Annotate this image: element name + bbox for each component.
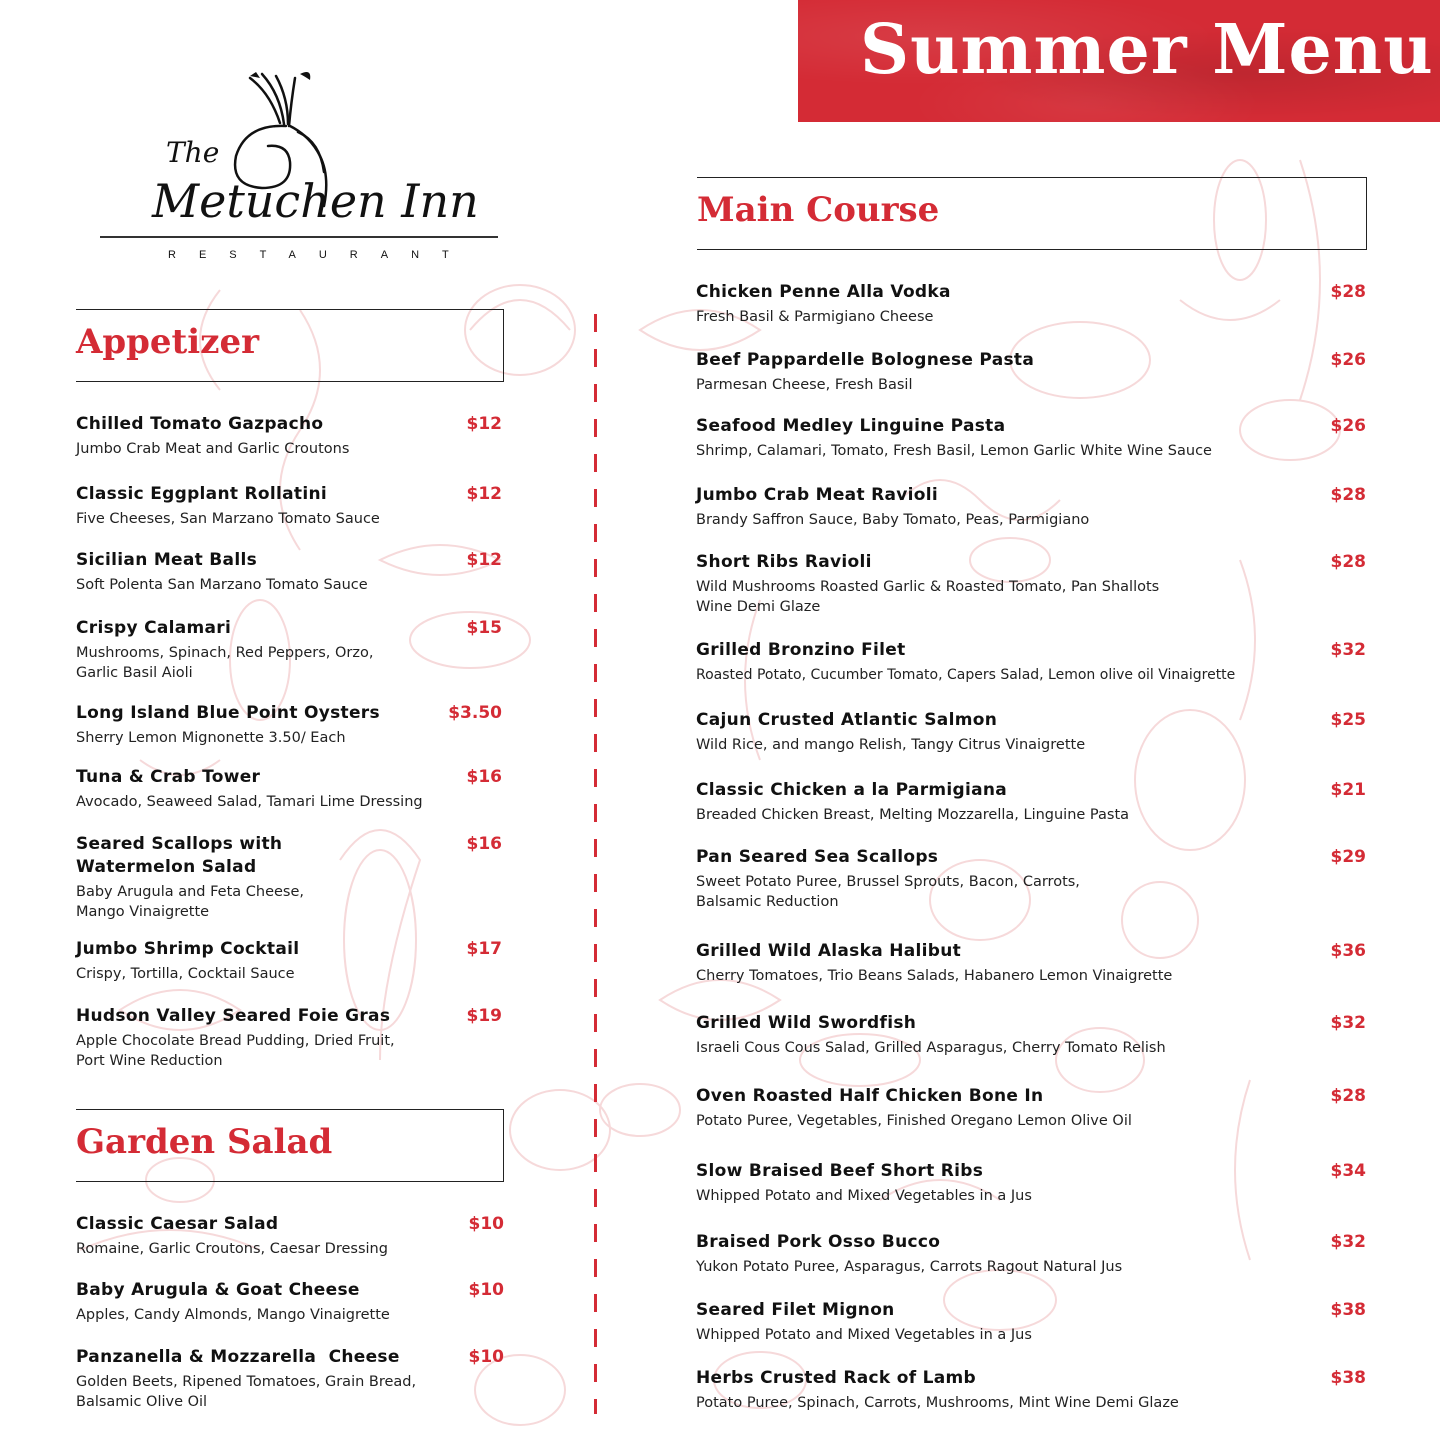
item-price: $12 (466, 550, 502, 570)
item-name: Seafood Medley Linguine Pasta (696, 416, 1006, 436)
main-course-title: Main Course (697, 190, 940, 230)
item-name: Beef Pappardelle Bolognese Pasta (696, 350, 1035, 370)
item-description: Apples, Candy Almonds, Mango Vinaigrette (76, 1307, 390, 1323)
item-price: $26 (1330, 416, 1366, 436)
item-name: Braised Pork Osso Bucco (696, 1232, 941, 1252)
item-name: Classic Caesar Salad (76, 1214, 279, 1234)
item-description: Potato Puree, Spinach, Carrots, Mushrooms, Mint Wine Demi Glaze (696, 1395, 1179, 1411)
menu-item (696, 639, 1366, 686)
item-description: Whipped Potato and Mixed Vegetables in a Jus (696, 1327, 1032, 1343)
logo-subtitle: RESTAURANT (168, 249, 472, 261)
item-description: Jumbo Crab Meat and Garlic Croutons (76, 441, 350, 457)
item-name: Chilled Tomato Gazpacho (76, 414, 324, 434)
item-name: Herbs Crusted Rack of Lamb (696, 1368, 977, 1388)
item-description: Yukon Potato Puree, Asparagus, Carrots Ragout Natural Jus (696, 1259, 1123, 1275)
column-divider (594, 314, 597, 1414)
item-price: $15 (466, 618, 502, 638)
menu-item (696, 1299, 1366, 1346)
item-description: Sweet Potato Puree, Brussel Sprouts, Bacon, Carrots, Balsamic Reduction (696, 874, 1080, 910)
item-description: Five Cheeses, San Marzano Tomato Sauce (76, 511, 380, 527)
item-name: Classic Chicken a la Parmigiana (696, 780, 1008, 800)
menu-item (76, 833, 502, 922)
restaurant-logo (100, 66, 498, 266)
menu-item (696, 281, 1366, 328)
item-price: $34 (1330, 1161, 1366, 1181)
item-price: $10 (468, 1280, 504, 1300)
item-description: Avocado, Seaweed Salad, Tamari Lime Dressing (76, 794, 423, 810)
item-price: $16 (466, 834, 502, 854)
item-price: $36 (1330, 941, 1366, 961)
appetizer-title: Appetizer (76, 322, 260, 362)
item-price: $12 (466, 484, 502, 504)
item-name: Chicken Penne Alla Vodka (696, 282, 951, 302)
item-name: Oven Roasted Half Chicken Bone In (696, 1086, 1044, 1106)
item-price: $32 (1330, 640, 1366, 660)
item-price: $19 (466, 1006, 502, 1026)
menu-item (76, 413, 502, 460)
item-price: $28 (1330, 552, 1366, 572)
item-name: Long Island Blue Point Oysters (76, 703, 380, 723)
item-description: Romaine, Garlic Croutons, Caesar Dressing (76, 1241, 388, 1257)
item-description: Roasted Potato, Cucumber Tomato, Capers Salad, Lemon olive oil Vinaigrette (696, 667, 1236, 683)
menu-item (76, 702, 502, 749)
item-description: Sherry Lemon Mignonette 3.50/ Each (76, 730, 346, 746)
menu-item (76, 549, 502, 596)
menu-item (696, 1367, 1366, 1414)
item-description: Whipped Potato and Mixed Vegetables in a Jus (696, 1188, 1032, 1204)
item-description: Wild Rice, and mango Relish, Tangy Citrus Vinaigrette (696, 737, 1086, 753)
item-name: Sicilian Meat Balls (76, 550, 257, 570)
menu-item (696, 1085, 1366, 1132)
item-name: Classic Eggplant Rollatini (76, 484, 327, 504)
item-description: Baby Arugula and Feta Cheese, Mango Vinaigrette (76, 884, 304, 920)
item-name: Grilled Bronzino Filet (696, 640, 906, 660)
item-name: Grilled Wild Swordfish (696, 1013, 917, 1033)
menu-item (76, 483, 502, 530)
item-price: $38 (1330, 1368, 1366, 1388)
item-price: $10 (468, 1214, 504, 1234)
menu-item (696, 940, 1366, 987)
item-name: Short Ribs Ravioli (696, 552, 872, 572)
item-description: Parmesan Cheese, Fresh Basil (696, 377, 913, 393)
item-name: Crispy Calamari (76, 618, 232, 638)
logo-name: Metuchen Inn (152, 174, 479, 228)
item-name: Hudson Valley Seared Foie Gras (76, 1006, 391, 1026)
item-price: $28 (1330, 485, 1366, 505)
item-name: Jumbo Crab Meat Ravioli (696, 485, 938, 505)
item-description: Fresh Basil & Parmigiano Cheese (696, 309, 934, 325)
menu-item (696, 415, 1366, 462)
menu-item (76, 766, 502, 813)
item-description: Cherry Tomatoes, Trio Beans Salads, Habanero Lemon Vinaigrette (696, 968, 1173, 984)
item-price: $32 (1330, 1013, 1366, 1033)
menu-item (76, 938, 502, 985)
item-price: $17 (466, 939, 502, 959)
item-description: Apple Chocolate Bread Pudding, Dried Fruit, Port Wine Reduction (76, 1033, 395, 1069)
menu-item (76, 1005, 502, 1071)
item-price: $16 (466, 767, 502, 787)
item-price: $28 (1330, 282, 1366, 302)
item-name: Cajun Crusted Atlantic Salmon (696, 710, 998, 730)
item-price: $32 (1330, 1232, 1366, 1252)
banner-title: Summer Menu (860, 10, 1434, 90)
item-price: $26 (1330, 350, 1366, 370)
item-price: $3.50 (448, 703, 502, 723)
item-price: $29 (1330, 847, 1366, 867)
menu-item (696, 1012, 1366, 1059)
item-description: Soft Polenta San Marzano Tomato Sauce (76, 577, 368, 593)
menu-item (696, 484, 1366, 531)
item-description: Shrimp, Calamari, Tomato, Fresh Basil, Lemon Garlic White Wine Sauce (696, 443, 1212, 459)
item-price: $28 (1330, 1086, 1366, 1106)
logo-the: The (166, 136, 220, 169)
item-description: Brandy Saffron Sauce, Baby Tomato, Peas, Parmigiano (696, 512, 1090, 528)
item-description: Israeli Cous Cous Salad, Grilled Asparagus, Cherry Tomato Relish (696, 1040, 1166, 1056)
item-price: $38 (1330, 1300, 1366, 1320)
item-price: $21 (1330, 780, 1366, 800)
item-name: Seared Scallops with Watermelon Salad (76, 834, 283, 877)
item-price: $12 (466, 414, 502, 434)
item-name: Slow Braised Beef Short Ribs (696, 1161, 984, 1181)
menu-item (76, 1213, 504, 1260)
item-name: Grilled Wild Alaska Halibut (696, 941, 962, 961)
item-description: Potato Puree, Vegetables, Finished Oregano Lemon Olive Oil (696, 1113, 1132, 1129)
menu-item (696, 846, 1366, 912)
item-description: Wild Mushrooms Roasted Garlic & Roasted Tomato, Pan Shallots Wine Demi Glaze (696, 579, 1160, 615)
item-price: $25 (1330, 710, 1366, 730)
menu-item (696, 349, 1366, 396)
logo-rule (100, 236, 498, 238)
item-description: Crispy, Tortilla, Cocktail Sauce (76, 966, 295, 982)
menu-item (76, 1346, 504, 1412)
item-price: $10 (468, 1347, 504, 1367)
menu-item (696, 1231, 1366, 1278)
menu-item (76, 617, 502, 683)
menu-item (76, 1279, 504, 1326)
item-name: Jumbo Shrimp Cocktail (76, 939, 300, 959)
garden-salad-title: Garden Salad (76, 1122, 333, 1162)
item-name: Panzanella & Mozzarella Cheese (76, 1347, 400, 1367)
menu-item (696, 1160, 1366, 1207)
menu-item (696, 709, 1366, 756)
item-name: Tuna & Crab Tower (76, 767, 261, 787)
item-description: Golden Beets, Ripened Tomatoes, Grain Bread, Balsamic Olive Oil (76, 1374, 417, 1410)
menu-item (696, 779, 1366, 826)
item-description: Breaded Chicken Breast, Melting Mozzarella, Linguine Pasta (696, 807, 1130, 823)
item-name: Baby Arugula & Goat Cheese (76, 1280, 360, 1300)
item-description: Mushrooms, Spinach, Red Peppers, Orzo, Garlic Basil Aioli (76, 645, 374, 681)
item-name: Pan Seared Sea Scallops (696, 847, 939, 867)
item-name: Seared Filet Mignon (696, 1300, 895, 1320)
menu-item (696, 551, 1366, 617)
